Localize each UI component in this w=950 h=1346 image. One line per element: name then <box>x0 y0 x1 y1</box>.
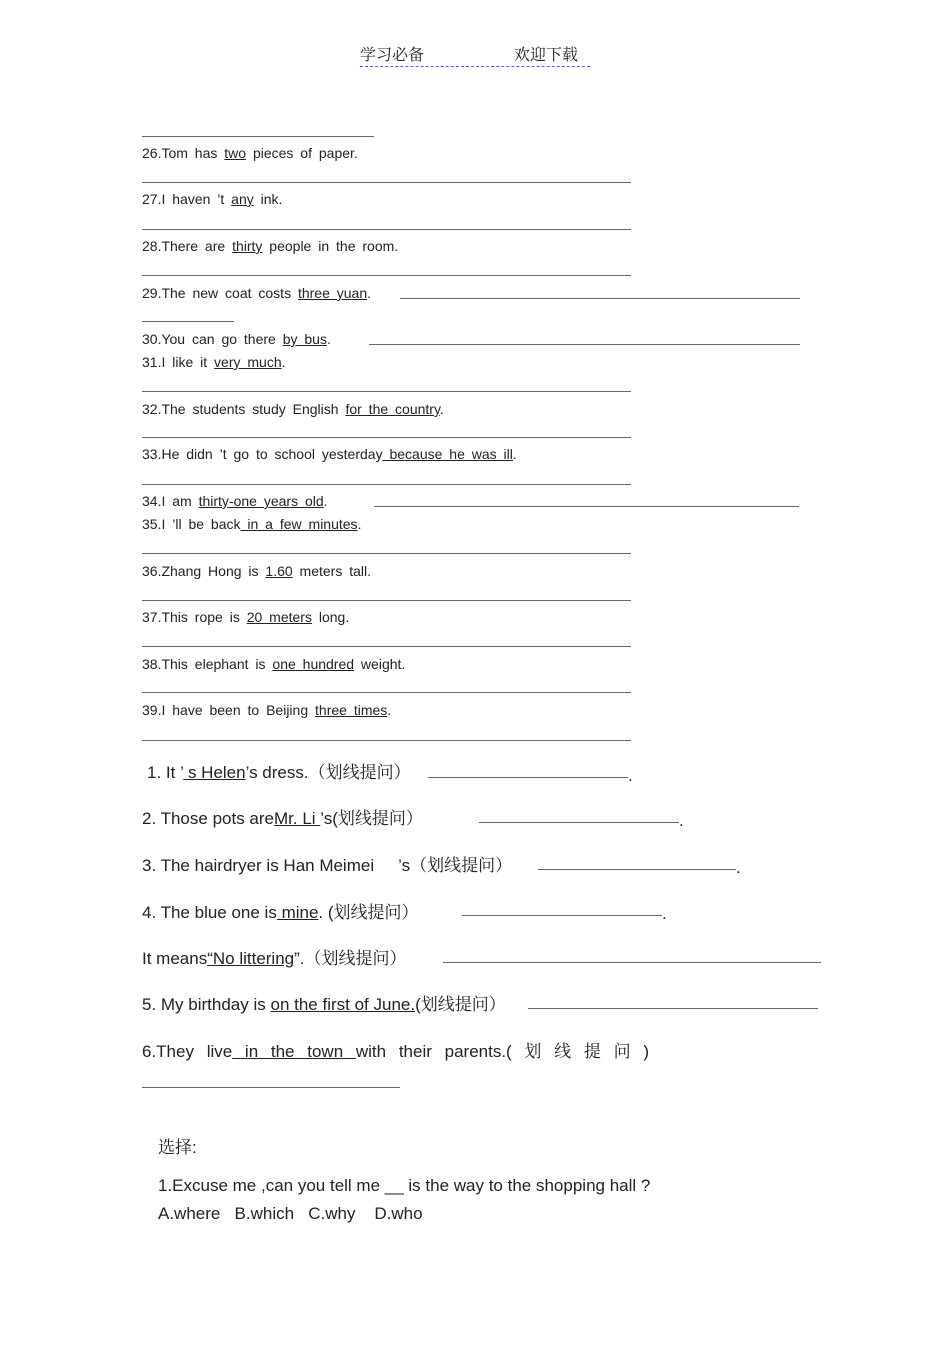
sentence <box>142 446 517 462</box>
sentence-text: pieces of paper. <box>246 145 358 161</box>
sentence-text: people in the room. <box>262 238 399 254</box>
sentence-text: 36.Zhang Hong is <box>142 563 266 579</box>
underlined-text: by bus <box>282 331 327 347</box>
sentence-text: . <box>387 702 392 718</box>
underlined-text: on the first of June. <box>270 995 416 1014</box>
answer-line <box>462 915 662 916</box>
underlined-text: three yuan <box>297 285 368 301</box>
answer-line <box>142 229 631 230</box>
question <box>142 851 512 876</box>
answer-line <box>142 182 631 183</box>
answer-line <box>443 962 821 963</box>
sentence-text: 39.I have been to Beijing <box>142 702 316 718</box>
sentence <box>142 354 286 370</box>
question <box>142 944 407 969</box>
underlined-text: three times <box>315 702 388 718</box>
question-text: with their parents.( 划 线 提 问 ) <box>355 1042 649 1061</box>
choice-title: 选择: <box>158 1138 197 1157</box>
answer-line <box>479 822 679 823</box>
question-text: 4. The blue one is <box>142 903 277 922</box>
sentence-text: 27.I haven ’t <box>142 191 232 207</box>
question-text: It means <box>142 949 208 968</box>
sentence-text: long. <box>311 609 350 625</box>
question-text: ’s(划线提问） <box>320 809 423 828</box>
sentence-text: 35.I ’ll be back <box>142 516 241 532</box>
underlined-text: mine <box>276 903 319 922</box>
answer-line <box>142 484 631 485</box>
header-left: 学习必备 <box>360 47 425 64</box>
answer-line <box>400 298 800 299</box>
question-text: 5. My birthday is <box>142 995 271 1014</box>
question <box>142 898 419 923</box>
sentence <box>142 285 371 301</box>
sentence-text: ink. <box>253 191 283 207</box>
answer-line <box>142 740 631 741</box>
period: . <box>679 811 684 830</box>
answer-line <box>142 646 631 647</box>
sentence-text: weight. <box>354 656 406 672</box>
question <box>142 804 423 829</box>
question <box>147 758 411 783</box>
sentence-text: 30.You can go there <box>142 331 283 347</box>
answer-line <box>142 437 631 438</box>
sentence <box>142 609 349 625</box>
page-header <box>360 42 590 67</box>
sentence-text: 37.This rope is <box>142 609 247 625</box>
underlined-text: Mr. Li <box>274 809 321 828</box>
sentence <box>142 563 371 579</box>
question-text: ’s（划线提问） <box>398 856 513 875</box>
underlined-text: very much <box>214 354 282 370</box>
underlined-text: s Helen <box>183 763 246 782</box>
answer-line <box>142 1087 400 1088</box>
sentence-text: . <box>357 516 362 532</box>
sentence-text: 26.Tom has <box>142 145 225 161</box>
underlined-text: any <box>231 191 254 207</box>
sentence <box>142 493 328 509</box>
sentence-text: 32.The students study English <box>142 401 346 417</box>
sentence-text: meters tall. <box>292 563 372 579</box>
question <box>142 990 506 1015</box>
answer-line <box>142 136 374 137</box>
answer-line <box>142 600 631 601</box>
question-text: ’s dress.（划线提问） <box>245 763 411 782</box>
question-text: 6.They live <box>142 1042 233 1061</box>
answer-line <box>142 553 631 554</box>
question-text: (划线提问） <box>415 995 506 1014</box>
answer-line <box>374 506 799 507</box>
underlined-text: one hundred <box>272 656 355 672</box>
sentence-text: . <box>439 401 444 417</box>
period: . <box>628 766 633 785</box>
question-text: 2. Those pots are <box>142 809 274 828</box>
sentence <box>142 191 282 207</box>
question <box>142 1037 649 1062</box>
sentence <box>142 516 361 532</box>
sentence <box>142 145 358 161</box>
sentence-text: 38.This elephant is <box>142 656 273 672</box>
underlined-text: in a few minutes <box>240 516 358 532</box>
underlined-text: because he was ill <box>382 446 513 462</box>
underlined-text: for the country <box>345 401 440 417</box>
sentence-text: 33.He didn ’t go to school yesterday <box>142 446 383 462</box>
sentence-text: 29.The new coat costs <box>142 285 298 301</box>
answer-line <box>142 692 631 693</box>
sentence-text: 28.There are <box>142 238 233 254</box>
sentence-text: . <box>281 354 286 370</box>
question-text: 3. The hairdryer is Han Meimei <box>142 856 375 875</box>
question-text: ”.（划线提问） <box>294 949 407 968</box>
underlined-text: 1.60 <box>265 563 293 579</box>
answer-line <box>528 1008 818 1009</box>
sentence-text: 31.I like it <box>142 354 215 370</box>
sentence-text: 34.I am <box>142 493 199 509</box>
sentence <box>142 331 331 347</box>
period: . <box>662 904 667 923</box>
answer-line <box>428 777 628 778</box>
answer-line <box>142 391 631 392</box>
answer-line <box>538 869 736 870</box>
underlined-text: “No littering <box>207 949 295 968</box>
sentence <box>142 401 444 417</box>
answer-line <box>369 344 800 345</box>
question-text: . (划线提问） <box>318 903 419 922</box>
question-text: 1. It ’ <box>147 763 184 782</box>
underlined-text: 20 meters <box>246 609 312 625</box>
underlined-text: thirty-one years old <box>198 493 324 509</box>
underlined-text: thirty <box>232 238 263 254</box>
sentence-text: . <box>367 285 372 301</box>
choice-question: 1.Excuse me ,can you tell me __ is the way to the shopping hall ? <box>158 1176 651 1195</box>
sentence <box>142 238 398 254</box>
sentence <box>142 656 405 672</box>
answer-line <box>142 275 631 276</box>
period: . <box>736 858 741 877</box>
choice-options: A.where B.which C.why D.who <box>158 1204 423 1223</box>
underlined-text: two <box>224 145 247 161</box>
sentence-text: . <box>512 446 517 462</box>
sentence-text: . <box>323 493 328 509</box>
answer-line <box>142 321 234 322</box>
sentence-text: . <box>326 331 331 347</box>
header-right: 欢迎下载 <box>514 47 579 64</box>
underlined-text: in the town <box>232 1042 356 1061</box>
sentence <box>142 702 391 718</box>
